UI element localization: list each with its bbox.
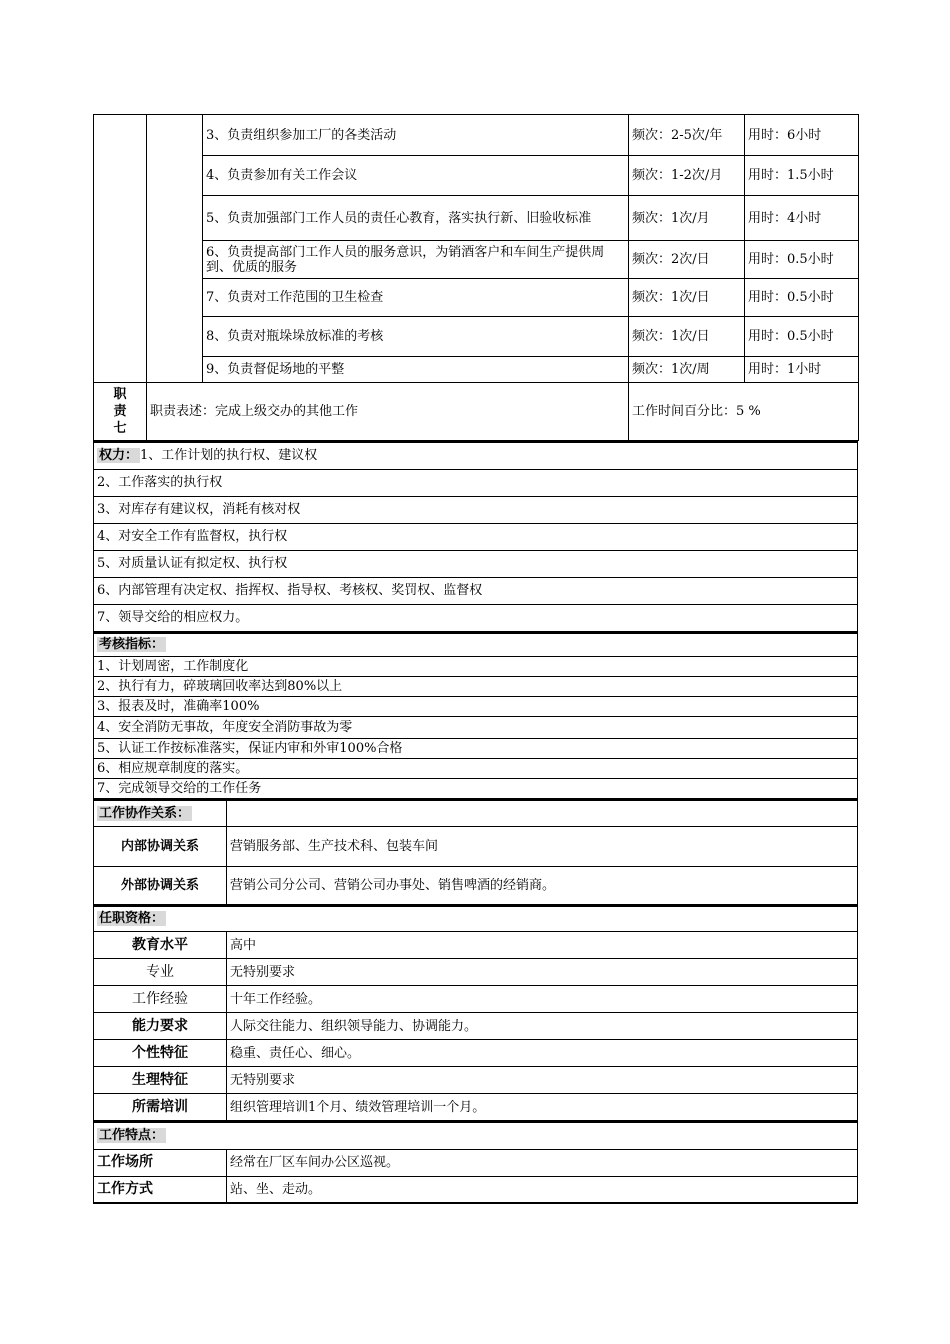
- duty-frequency: 频次：2次/日: [629, 241, 745, 279]
- authority-row: [94, 442, 858, 469]
- authority-item: 7、领导交给的相应权力。: [94, 604, 858, 631]
- authority-item: 1、工作计划的执行权、建议权: [140, 448, 318, 464]
- qualification-label: 生理特征: [94, 1067, 227, 1094]
- kpi-item: 1、计划周密，工作制度化: [94, 657, 858, 677]
- authority-item: 3、对库存有建议权，消耗有核对权: [94, 496, 858, 523]
- authority-title: 权力：: [99, 448, 139, 464]
- duty-item: 3、负责组织参加工厂的各类活动: [203, 115, 629, 156]
- authority-table: [93, 441, 858, 632]
- duty-sub-cell: [147, 115, 203, 383]
- duty-time: 用时：6小时: [745, 115, 859, 156]
- kpi-item: 7、完成领导交给的工作任务: [94, 779, 858, 799]
- qualification-value: 无特别要求: [227, 1067, 858, 1094]
- feature-value: 站、坐、走动。: [227, 1176, 858, 1203]
- duty-time: 用时：0.5小时: [745, 317, 859, 357]
- qualification-value: 稳重、责任心、细心。: [227, 1040, 858, 1067]
- duty-time: 用时：0.5小时: [745, 279, 859, 317]
- job-description-sheet: [93, 114, 858, 1204]
- qualification-label: 个性特征: [94, 1040, 227, 1067]
- qualification-label: 所需培训: [94, 1094, 227, 1121]
- qualifications-title: 任职资格：: [99, 911, 165, 927]
- qualification-label: 专业: [94, 959, 227, 986]
- authority-item: 5、对质量认证有拟定权、执行权: [94, 550, 858, 577]
- duty-item: 6、负责提高部门工作人员的服务意识，为销酒客户和车间生产提供周到、优质的服务: [203, 241, 629, 279]
- duty-seven-label: 职责七: [94, 383, 147, 441]
- qualification-value: 人际交往能力、组织领导能力、协调能力。: [227, 1013, 858, 1040]
- duties-table: [93, 114, 859, 441]
- duty-frequency: 频次：1-2次/月: [629, 156, 745, 196]
- duty-time: 用时：1小时: [745, 357, 859, 383]
- feature-label: 工作场所: [94, 1149, 227, 1176]
- relation-label: 内部协调关系: [94, 826, 227, 866]
- relations-table: [93, 799, 858, 905]
- features-table: [93, 1121, 858, 1204]
- kpi-title: 考核指标：: [99, 637, 165, 653]
- kpi-item: 3、报表及时，准确率100%: [94, 697, 858, 717]
- duty-item: 5、负责加强部门工作人员的责任心教育，落实执行新、旧验收标准: [203, 196, 629, 241]
- duty-frequency: 频次：1次/周: [629, 357, 745, 383]
- relation-value: 营销公司分公司、营销公司办事处、销售啤酒的经销商。: [227, 866, 858, 904]
- qualification-label: 教育水平: [94, 932, 227, 959]
- relation-label: 外部协调关系: [94, 866, 227, 904]
- qualification-label: 能力要求: [94, 1013, 227, 1040]
- kpi-item: 2、执行有力，碎玻璃回收率达到80%以上: [94, 677, 858, 697]
- duty-label-cell: [94, 115, 147, 383]
- features-title: 工作特点：: [99, 1128, 165, 1144]
- duty-seven-description: 职责表述：完成上级交办的其他工作: [147, 383, 629, 441]
- kpi-item: 6、相应规章制度的落实。: [94, 759, 858, 779]
- authority-item: 2、工作落实的执行权: [94, 469, 858, 496]
- kpi-table: [93, 632, 858, 800]
- duty-time: 用时：0.5小时: [745, 241, 859, 279]
- authority-item: 4、对安全工作有监督权，执行权: [94, 523, 858, 550]
- duty-frequency: 频次：1次/日: [629, 279, 745, 317]
- duty-item: 9、负责督促场地的平整: [203, 357, 629, 383]
- duty-frequency: 频次：1次/月: [629, 196, 745, 241]
- relation-value: 营销服务部、生产技术科、包装车间: [227, 826, 858, 866]
- feature-value: 经常在厂区车间办公区巡视。: [227, 1149, 858, 1176]
- qualifications-table: [93, 905, 858, 1122]
- duty-item: 7、负责对工作范围的卫生检查: [203, 279, 629, 317]
- duty-frequency: 频次：1次/日: [629, 317, 745, 357]
- duty-item: 4、负责参加有关工作会议: [203, 156, 629, 196]
- duty-seven-percent: 工作时间百分比：5 %: [629, 383, 859, 441]
- qualification-value: 十年工作经验。: [227, 986, 858, 1013]
- qualification-label: 工作经验: [94, 986, 227, 1013]
- duty-item: 8、负责对瓶垛垛放标准的考核: [203, 317, 629, 357]
- authority-item: 6、内部管理有决定权、指挥权、指导权、考核权、奖罚权、监督权: [94, 577, 858, 604]
- qualification-value: 组织管理培训1个月、绩效管理培训一个月。: [227, 1094, 858, 1121]
- qualification-value: 高中: [227, 932, 858, 959]
- duty-time: 用时：1.5小时: [745, 156, 859, 196]
- kpi-item: 5、认证工作按标准落实，保证内审和外审100%合格: [94, 739, 858, 759]
- kpi-item: 4、安全消防无事故，年度安全消防事故为零: [94, 717, 858, 739]
- duty-time: 用时：4小时: [745, 196, 859, 241]
- duty-frequency: 频次：2-5次/年: [629, 115, 745, 156]
- feature-label: 工作方式: [94, 1176, 227, 1203]
- qualification-value: 无特别要求: [227, 959, 858, 986]
- relations-title: 工作协作关系：: [99, 805, 191, 821]
